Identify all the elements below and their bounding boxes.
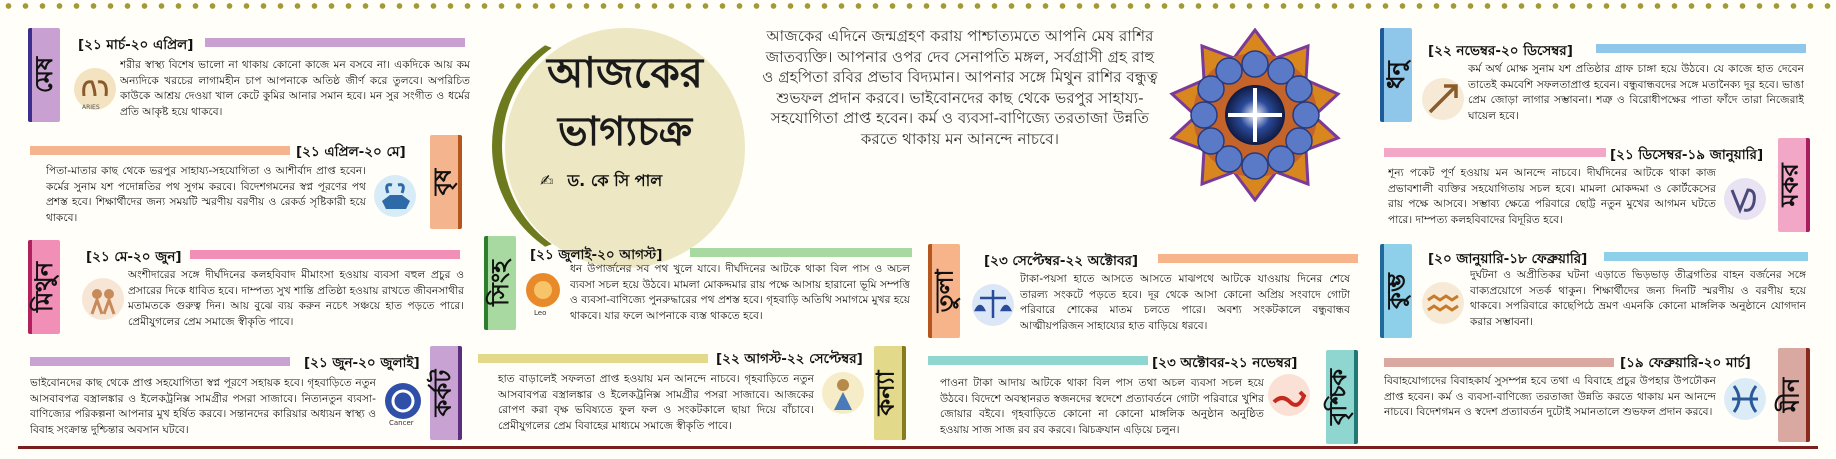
libra-icon bbox=[970, 282, 1016, 328]
color-bar-brisho bbox=[30, 146, 290, 155]
sign-text-makar: শূন্য পকেট পূর্ণ হওয়ায় মন আনন্দে নাচবে। দীর্ঘদিনের আটকে থাকা কাজ প্রভাবশালী ব্যক্তির সহযোগিতায় সচল হবে। মামলা মোকদ্দমা ও কোর্টকেসের রায় পক্ষে আসবে। সম্ভাব্য ক্ষেত্রে পরিবারে ছোট্ট নতুন মুখের আগমন ঘটতে পারে। দাম্পত্য কলহবিবাদের বিদূরিত হবে। bbox=[1388, 167, 1716, 226]
sign-name: মিথুন bbox=[30, 261, 58, 313]
sign-name: সিংহ bbox=[486, 260, 515, 306]
sign-date-dhanu: [২২ নভেম্বর-২০ ডিসেম্বর] bbox=[1428, 43, 1573, 59]
sign-date-singha: [২১ জুলাই-২০ আগস্ট] bbox=[530, 247, 663, 263]
color-bar-kanya bbox=[478, 354, 708, 363]
sign-date-karkat: [২১ জুন-২০ জুলাই] bbox=[304, 355, 420, 371]
sign-name: তুলা bbox=[930, 269, 959, 313]
scorpio-icon bbox=[1266, 372, 1312, 418]
sign-name: বৃষ bbox=[428, 168, 456, 196]
color-bar-kumbha bbox=[1604, 252, 1808, 261]
sign-tab-mithun bbox=[28, 240, 60, 334]
sign-tab-tula bbox=[928, 244, 960, 338]
sign-date-makar: [২১ ডিসেম্বর-১৯ জানুয়ারি] bbox=[1610, 147, 1764, 163]
sign-tab-kumbha bbox=[1380, 244, 1412, 338]
color-bar-meen bbox=[1384, 358, 1614, 367]
sign-tab-brisho bbox=[430, 135, 462, 229]
sign-date-kumbha: [২০ জানুয়ারি-১৮ ফেব্রুয়ারি] bbox=[1428, 251, 1588, 267]
intro-paragraph: আজকের এদিনে জন্মগ্রহণ করায় পাশ্চাত্যমতে আপনি মেষ রাশির জাতব্যক্তি। আপনার ওপর দেব সেনাপতি মঙ্গল, সর্বগ্রাসী গ্রহ রাহু ও গ্রহপিতা রবির প্রভাব বিদ্যমান। আপনার সঙ্গে মিথুন রাশির বন্ধুত্ব শুভফল প্রদান করবে। ভাইবোনদের কাছ থেকে ভরপুর সাহায্য-সহযোগিতা প্রাপ্ত হবেন। কর্ম ও ব্যবসা-বাণিজ্যে তরতাজা উন্নতি করতে থাকায় মন আনন্দে নাচবে। bbox=[762, 27, 1158, 148]
page-title-line1: আজকের bbox=[547, 48, 703, 97]
sign-name: কন্যা bbox=[872, 370, 901, 416]
sign-text-dhanu: কর্ম অর্থ মোক্ষ সুনাম যশ প্রতিষ্ঠার গ্রাফ চাঙ্গা হয়ে উঠবে। যে কাজে হাত দেবেন তাতেই কমবেশি সফলতাপ্রাপ্ত হবেন। বন্ধুবান্ধবদের সঙ্গে মতানৈক্য দূর হবে। ভাঙা প্রেম জোড়া লাগার সম্ভাবনা। শত্রু ও বিরোধীপক্ষের পাতা ফাঁদে তারা নিজেরাই ঘায়েল হবে। bbox=[1468, 63, 1804, 122]
cancer-icon bbox=[380, 380, 426, 426]
sign-date-meen: [১৯ ফেব্রুয়ারি-২০ মার্চ] bbox=[1620, 355, 1751, 371]
color-bar-singha bbox=[690, 248, 912, 257]
virgo-icon bbox=[820, 370, 866, 416]
sign-text-brishchik: পাওনা টাকা আদায় আটকে থাকা বিল পাস তথা অচল ব্যবসা সচল হয়ে উঠবে। বিদেশে অবস্থানরত স্বজনদের স্বদেশে প্রত্যাবর্তনে গোটা পরিবারে খুশির জোয়ার বইবে। গৃহবাড়িতে কোনো না কোনো মাঙ্গলিক অনুষ্ঠান অনুষ্ঠিত হওয়ায় সাজ সাজ রব রব করবে। ঝিচক্রযান এড়িয়ে চলুন। bbox=[940, 377, 1264, 436]
sign-tab-brishchik bbox=[1326, 350, 1358, 444]
color-bar-makar bbox=[1384, 148, 1606, 157]
author-name: ড. কে সি পাল bbox=[567, 171, 663, 190]
aries-icon bbox=[72, 66, 118, 112]
sign-tab-kanya bbox=[874, 346, 906, 440]
sign-tab-mesh bbox=[28, 28, 60, 122]
author-byline bbox=[540, 168, 662, 195]
sign-text-singha: ধন উপার্জনের সব পথ খুলে যাবে। দীর্ঘদিনের আটকে থাকা বিল পাস ও অচল ব্যবসা সচল হয়ে উঠবে। মামলা মোকদ্দমার রায় পক্ষে আসায় হারানো ভূমি সম্পত্তি ও ব্যবসা-বাণিজ্যে পুনরুদ্ধারের পথ প্রশস্ত হবে। গৃহবাড়ি অতিথি সমাগমে মুখর হয়ে থাকবে। যার ফলে আপনাকে ব্যস্ত থাকতে হবে। bbox=[570, 263, 910, 322]
taurus-icon bbox=[372, 173, 418, 219]
sign-tab-meen bbox=[1778, 348, 1810, 442]
sign-text-kanya: হাত বাড়ালেই সফলতা প্রাপ্ত হওয়ায় মন আনন্দে নাচবে। গৃহবাড়িতে নতুন আসবাবপত্র বস্ত্রালঙ্কার ও ইলেকট্রনিক্স সামগ্রীর পসরা সাজাবে। আজকের রোপণ করা বৃক্ষ ভবিষ্যতে ফুল ফল ও সংকটকালে ছায়া দিয়ে বাঁচাবে। প্রেমীযুগলের প্রেম বিবাহের মাধ্যমে সমাজে স্বীকৃতি পাবে। bbox=[498, 373, 814, 432]
sign-date-tula: [২৩ সেপ্টেম্বর-২২ অক্টোবর] bbox=[984, 253, 1139, 269]
sign-tab-singha bbox=[484, 236, 516, 330]
sign-date-kanya: [২২ আগস্ট-২২ সেপ্টেম্বর] bbox=[716, 351, 863, 367]
sign-tab-dhanu bbox=[1380, 28, 1412, 122]
sign-text-kumbha: দুর্ঘটনা ও অপ্রীতিকর ঘটনা এড়াতে ভিড়ভাড় তীব্রগতির বাহন বর্জনের সঙ্গে বাক্যপ্রয়োগে সতর্ক থাকুন। শিক্ষার্থীদের জন্য দিনটি স্মরণীয় ও বরণীয় হয়ে থাকবে। সপরিবারে কাছেপিঠে ভ্রমণ এমনকি কোনো মাঙ্গলিক অনুষ্ঠানে যোগদান করার সম্ভাবনা। bbox=[1470, 269, 1806, 328]
pisces-icon bbox=[1722, 376, 1768, 422]
capricorn-icon bbox=[1722, 176, 1768, 222]
sign-text-karkat: ভাইবোনদের কাছ থেকে প্রাপ্ত সহযোগিতা স্বপ্ন পূরণে সহায়ক হবে। গৃহবাড়িতে নতুন আসবাবপত্র বস্ত্রালঙ্কার ও ইলেকট্রনিক্স সামগ্রীর পসরা সাজাবে। নিত্যনতুন ব্যবসা-বাণিজ্যের পরিকল্পনা আপনার মুখ হর্ষিত করবে। সন্তানদের কারিয়ার অধ্যয়ন স্বাস্থ্য ও বিবাহ সংক্রান্ত দুশ্চিন্তার অবসান ঘটবে। bbox=[30, 377, 376, 436]
leo-icon bbox=[520, 270, 566, 316]
sign-name: ধনু bbox=[1382, 61, 1410, 89]
sagittarius-icon bbox=[1420, 76, 1466, 122]
sign-text-meen: বিবাহযোগ্যদের বিবাহকার্য সুসম্পন্ন হবে তথা এ বিবাহে প্রচুর উপহার উপঢৌকন প্রাপ্ত হবেন। কর্ম ও ব্যবসা-বাণিজ্যে তরতাজা উন্নতি করতে থাকায় মন আনন্দে নাচবে। বিদেশগমন ও স্বদেশ প্রত্যাবর্তন দুটোই সমানতালে শুভফল প্রদান করবে। bbox=[1384, 375, 1716, 418]
bottom-border-line bbox=[18, 446, 1818, 449]
sign-text-tula: টাকা-পয়সা হাতে আসতে আসতে মাঝপথে আটকে যাওয়ায় দিনের শেষে তারল্য সংকটে পড়তে হবে। দূর থেকে আসা কোনো অপ্রিয় সংবাদে গোটা পরিবারে শোকের মাতম চলতে পারে। অবশ্য সংকটকালে বন্ধুবান্ধব আত্মীয়পরিজন সাহায্যের হাত বাড়িয়ে ধরবে। bbox=[1020, 273, 1350, 332]
color-bar-mithun bbox=[190, 250, 460, 259]
sign-tab-makar bbox=[1778, 138, 1810, 232]
sign-date-mesh: [২১ মার্চ-২০ এপ্রিল] bbox=[78, 37, 194, 53]
svg-text:Cancer: Cancer bbox=[389, 419, 414, 426]
sign-name: কুম্ভ bbox=[1382, 273, 1410, 309]
aquarius-icon bbox=[1420, 280, 1466, 326]
svg-text:ARIES: ARIES bbox=[82, 104, 100, 111]
gemini-icon bbox=[80, 276, 126, 322]
color-bar-tula bbox=[1158, 254, 1358, 263]
sign-name: মীন bbox=[1776, 377, 1804, 413]
sign-name: বৃশ্চিক bbox=[1324, 368, 1352, 426]
sign-text-mithun: অংশীদারের সঙ্গে দীর্ঘদিনের কলহবিবাদ মীমাংসা হওয়ায় ব্যবসা বহুল প্রচুর ও প্রসারের দিকে ধাবিত হবে। দাম্পত্য সুখ শান্তি প্রতিষ্ঠা হওয়ায় রাখতে জীবনসাথীর মতামতকে গুরুত্ব দিন। আয় বুঝে ব্যয় করুন নচেৎ সঞ্চয়ে হাত পড়তে পারে। প্রেমীযুগলের প্রেম সমাজে স্বীকৃতি পাবে। bbox=[128, 269, 464, 328]
top-dot-border bbox=[0, 2, 1836, 10]
color-bar-mesh bbox=[205, 38, 465, 47]
sign-date-brishchik: [২৩ অক্টোবর-২১ নভেম্বর] bbox=[1152, 355, 1298, 371]
zodiac-wheel-icon bbox=[1168, 28, 1342, 202]
color-bar-brishchik bbox=[928, 356, 1148, 365]
sign-text-mesh: শরীর স্বাস্থ্য বিশেষ ভালো না থাকায় কোনো কাজে মন বসবে না। একদিকে আয় কম অন্যদিকে খরচের লাগামহীন চাপ আপনাকে অতিষ্ঠ জীর্ণ করে তুলবে। অপরিচিত কাউকে আশ্রয় দেওয়া খাল কেটে কুমির আনার সমান হবে। মন সুর সংগীত ও ধর্মের প্রতি আকৃষ্ট হয়ে থাকবে। bbox=[120, 59, 470, 118]
page-title-line2: ভাগ্যচক্র bbox=[557, 109, 693, 155]
sign-tab-karkat bbox=[430, 346, 462, 440]
sign-text-brisho: পিতা-মাতার কাছ থেকে ভরপুর সাহায্য-সহযোগিতা ও আশীর্বাদ প্রাপ্ত হবেন। কর্মের সুনাম যশ পদোন্নতির পথ সুগম করবে। বিদেশগমনের স্বপ্ন পূরণের পথ প্রশস্ত হবে। শিক্ষার্থীদের জন্য সময়টি স্মরণীয় বরণীয় ও রেকর্ড সৃষ্টিকারী হয়ে থাকবে। bbox=[46, 165, 366, 224]
svg-text:Leo: Leo bbox=[534, 309, 547, 316]
color-bar-dhanu bbox=[1596, 44, 1806, 53]
sign-date-brisho: [২১ এপ্রিল-২০ মে] bbox=[296, 144, 406, 160]
sign-name: মেষ bbox=[30, 56, 59, 94]
color-bar-karkat bbox=[30, 357, 290, 366]
sign-date-mithun: [২১ মে-২০ জুন] bbox=[86, 249, 182, 265]
sign-name: কর্কট bbox=[428, 369, 457, 417]
sign-name: মকর bbox=[1776, 163, 1805, 207]
pen-icon: ✍ bbox=[540, 171, 554, 190]
